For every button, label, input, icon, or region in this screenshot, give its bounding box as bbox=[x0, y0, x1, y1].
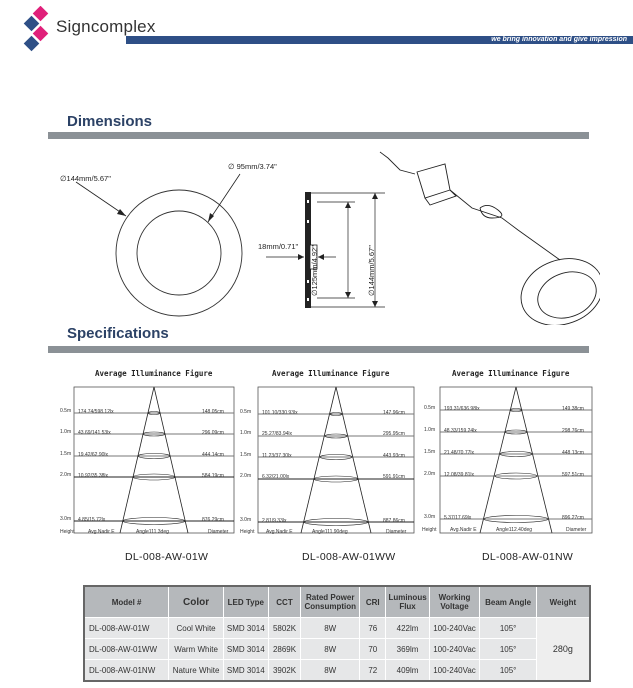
cell-color: Warm White bbox=[169, 639, 224, 660]
table-row bbox=[84, 639, 590, 660]
illuminance-chart-3 bbox=[420, 365, 610, 565]
cell-model: DL-008-AW-01NW bbox=[84, 660, 169, 682]
cell-led-type: SMD 3014 bbox=[223, 660, 268, 682]
cell-flux: 409lm bbox=[386, 660, 429, 682]
cell-power: 8W bbox=[301, 660, 360, 682]
dimensions-divider bbox=[48, 132, 589, 139]
illuminance-value: 2.81/9.33lx bbox=[262, 518, 287, 524]
diameter-value: 296.09cm bbox=[202, 430, 224, 436]
diameter-value: 591.91cm bbox=[383, 474, 405, 480]
diameter-value: 896.27cm bbox=[562, 515, 584, 521]
footer-avg-label: Avg.Nadir E bbox=[88, 529, 115, 535]
illuminance-value: 19.42/62.90lx bbox=[78, 452, 109, 458]
footer-diameter-label: Diameter bbox=[208, 529, 229, 535]
height-label: 1.5m bbox=[424, 449, 436, 455]
logo-mark-icon bbox=[20, 6, 56, 56]
illuminance-value: 21.48/70.77lx bbox=[444, 450, 475, 456]
cell-led-type: SMD 3014 bbox=[223, 639, 268, 660]
chart-title: Average Illuminance Figure bbox=[272, 369, 390, 378]
height-label: 1.0m bbox=[424, 427, 436, 433]
diameter-value: 444.14cm bbox=[202, 452, 224, 458]
brand-name: Signcomplex bbox=[56, 17, 156, 36]
cutout-diameter-label: ∅125mm/4.92" bbox=[310, 245, 319, 296]
diameter-value: 876.29cm bbox=[202, 517, 224, 523]
height-label: 0.5m bbox=[60, 408, 72, 414]
cell-cct: 5802K bbox=[268, 618, 301, 639]
chart-title: Average Illuminance Figure bbox=[95, 369, 213, 378]
height-label: 2.0m bbox=[424, 471, 436, 477]
cell-cri: 76 bbox=[360, 618, 386, 639]
cell-power: 8W bbox=[301, 618, 360, 639]
height-label: 0.5m bbox=[424, 405, 436, 411]
col-model: Model # bbox=[84, 586, 169, 618]
col-cct: CCT bbox=[268, 586, 301, 618]
table-header-row bbox=[84, 586, 590, 618]
tagline: we bring innovation and give impression bbox=[491, 36, 627, 43]
footer-height-label: Height bbox=[240, 529, 255, 535]
height-label: 3.0m bbox=[424, 514, 436, 520]
depth-label: 18mm/0.71" bbox=[258, 242, 299, 251]
illuminance-chart-1 bbox=[60, 365, 250, 565]
height-label: 1.5m bbox=[240, 452, 252, 458]
chart-model-caption: DL-008-AW-01NW bbox=[482, 551, 574, 563]
footer-avg-label: Avg.Nadir E bbox=[450, 527, 477, 533]
illuminance-value: 25.27/83.94lx bbox=[262, 431, 293, 437]
side-outer-diameter-label: ∅144mm/5.67" bbox=[367, 245, 376, 296]
cell-cri: 72 bbox=[360, 660, 386, 682]
footer-height-label: Height bbox=[422, 527, 437, 533]
dimensions-title: Dimensions bbox=[67, 113, 153, 130]
chart-graphic bbox=[240, 381, 430, 541]
height-label: 2.0m bbox=[60, 472, 72, 478]
illuminance-value: 11.23/37.30lx bbox=[262, 453, 292, 459]
cell-voltage: 100-240Vac bbox=[429, 618, 480, 639]
col-working-voltage: Working Voltage bbox=[429, 586, 480, 618]
cell-power: 8W bbox=[301, 639, 360, 660]
diameter-value: 148.05cm bbox=[202, 409, 224, 415]
logo bbox=[20, 6, 56, 56]
col-weight: Weight bbox=[536, 586, 590, 618]
chart-model-caption: DL-008-AW-01W bbox=[125, 551, 209, 563]
illuminance-value: 6.32/21.00lx bbox=[262, 474, 290, 480]
illuminance-chart-2 bbox=[240, 365, 430, 565]
specifications-title: Specifications bbox=[67, 325, 169, 342]
spec-table bbox=[83, 585, 591, 682]
cell-model: DL-008-AW-01W bbox=[84, 618, 169, 639]
col-led-type: LED Type bbox=[223, 586, 268, 618]
illuminance-value: 4.85/15.72lx bbox=[78, 517, 106, 523]
front-view-drawing bbox=[76, 174, 242, 316]
height-label: 1.0m bbox=[240, 430, 252, 436]
specifications-divider bbox=[48, 346, 589, 353]
illuminance-value: 5.37/17.69lx bbox=[444, 515, 472, 521]
col-rated-power: Rated Power Consumption bbox=[301, 586, 360, 618]
table-row bbox=[84, 660, 590, 682]
footer-diameter-label: Diameter bbox=[386, 529, 407, 535]
chart-model-caption: DL-008-AW-01WW bbox=[302, 551, 396, 563]
diameter-value: 147.96cm bbox=[383, 410, 405, 416]
cell-weight: 280g bbox=[536, 618, 590, 682]
illuminance-value: 48.33/159.24lx bbox=[444, 428, 477, 434]
diameter-value: 298.76cm bbox=[562, 428, 584, 434]
table-row bbox=[84, 618, 590, 639]
illuminance-value: 43.69/141.53lx bbox=[78, 430, 111, 436]
illuminance-value: 193.31/636.98lx bbox=[444, 406, 480, 412]
diameter-value: 584.19cm bbox=[202, 473, 224, 479]
cell-led-type: SMD 3014 bbox=[223, 618, 268, 639]
height-label: 1.5m bbox=[60, 451, 72, 457]
col-cri: CRI bbox=[360, 586, 386, 618]
height-label: 3.0m bbox=[60, 516, 72, 522]
footer-angle-label: Angle111.90deg bbox=[312, 529, 348, 535]
cell-color: Nature White bbox=[169, 660, 224, 682]
height-label: 3.0m bbox=[240, 517, 252, 523]
footer-angle-label: Angle111.3deg bbox=[136, 529, 169, 535]
diameter-value: 443.93cm bbox=[383, 453, 405, 459]
cell-flux: 422lm bbox=[386, 618, 429, 639]
cell-cri: 70 bbox=[360, 639, 386, 660]
diameter-value: 448.13cm bbox=[562, 450, 584, 456]
footer-avg-label: Avg.Nadir E bbox=[266, 529, 293, 535]
col-color: Color bbox=[169, 586, 224, 618]
illuminance-value: 10.92/35.38lx bbox=[78, 473, 109, 479]
footer-height-label: Height bbox=[60, 529, 75, 535]
cell-cct: 3902K bbox=[268, 660, 301, 682]
height-label: 2.0m bbox=[240, 473, 252, 479]
diameter-value: 295.95cm bbox=[383, 431, 405, 437]
height-label: 0.5m bbox=[240, 409, 252, 415]
cell-voltage: 100-240Vac bbox=[429, 639, 480, 660]
col-beam-angle: Beam Angle bbox=[480, 586, 536, 618]
cell-cct: 2869K bbox=[268, 639, 301, 660]
cell-flux: 369lm bbox=[386, 639, 429, 660]
cell-voltage: 100-240Vac bbox=[429, 660, 480, 682]
col-luminous-flux: Luminous Flux bbox=[386, 586, 429, 618]
chart-title: Average Illuminance Figure bbox=[452, 369, 570, 378]
inner-diameter-label: ∅ 95mm/3.74" bbox=[228, 162, 277, 171]
diameter-value: 887.86cm bbox=[383, 518, 405, 524]
cell-beam-angle: 105° bbox=[480, 618, 536, 639]
diameter-value: 597.51cm bbox=[562, 472, 584, 478]
cell-beam-angle: 105° bbox=[480, 660, 536, 682]
dimension-drawings bbox=[40, 150, 600, 325]
diameter-value: 149.38cm bbox=[562, 406, 584, 412]
cell-model: DL-008-AW-01WW bbox=[84, 639, 169, 660]
height-label: 1.0m bbox=[60, 429, 72, 435]
outer-diameter-label: ∅144mm/5.67" bbox=[60, 174, 111, 183]
footer-angle-label: Angle112.40deg bbox=[496, 527, 533, 533]
product-illustration bbox=[380, 152, 600, 325]
cell-color: Cool White bbox=[169, 618, 224, 639]
illuminance-value: 12.08/39.81lx bbox=[444, 472, 475, 478]
footer-diameter-label: Diameter bbox=[566, 527, 587, 533]
illuminance-value: 101.10/330.93lx bbox=[262, 410, 298, 416]
illuminance-value: 174.74/598.12lx bbox=[78, 409, 114, 415]
cell-beam-angle: 105° bbox=[480, 639, 536, 660]
